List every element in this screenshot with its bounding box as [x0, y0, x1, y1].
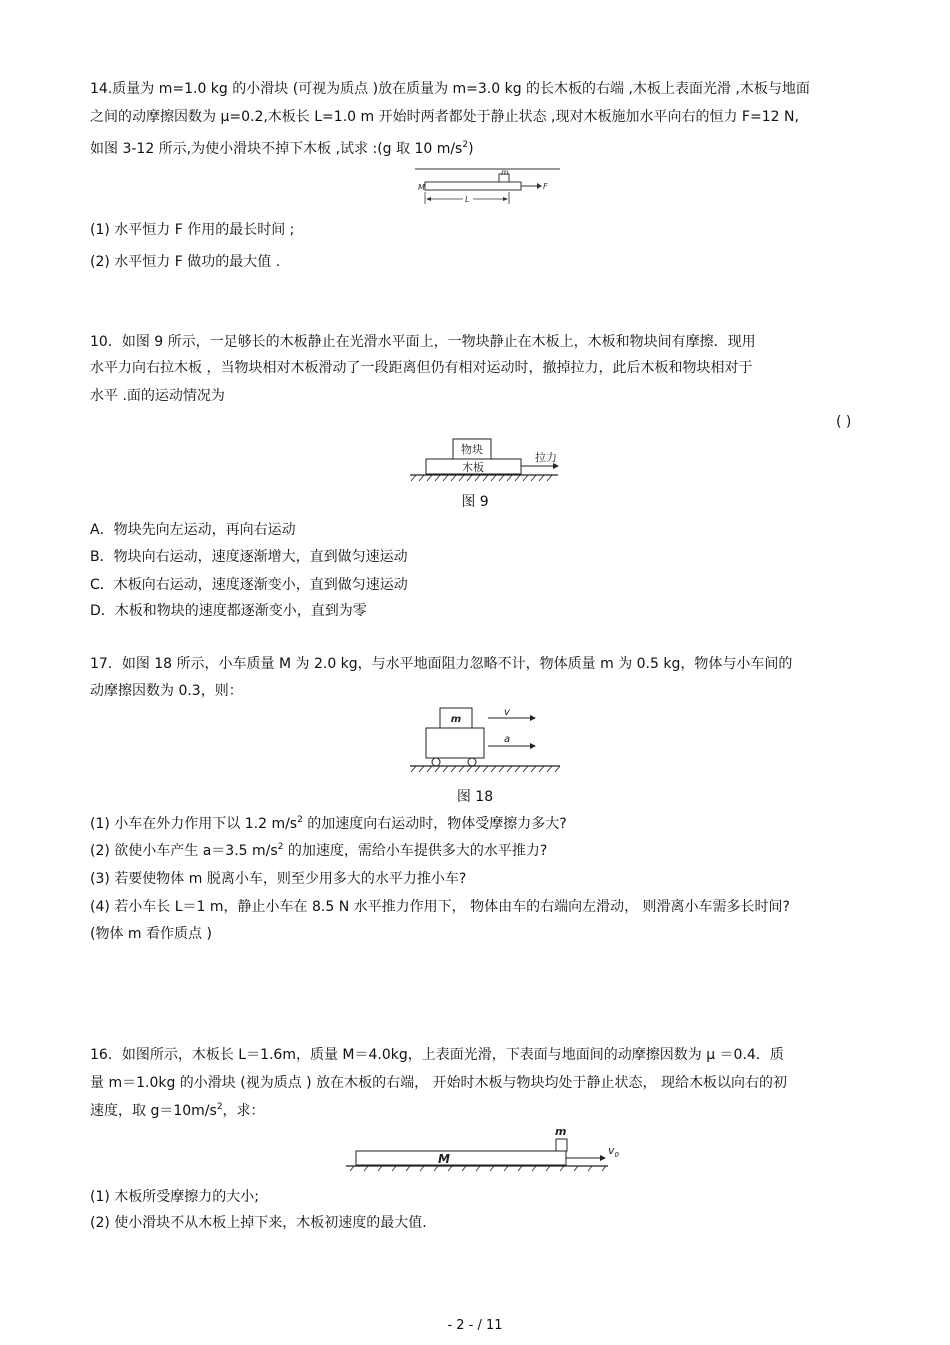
q14-line-2: 之间的动摩擦因数为 μ=0.2,木板长 L=1.0 m 开始时两者都处于静止状态 ,现对木板施加水平向右的恒力 F=12 N, — [90, 109, 799, 125]
q16-line-1: 16．如图所示，木板长 L＝1.6m，质量 M＝4.0kg，上表面光滑，下表面与地面间的动摩擦因数为 μ ＝0.4．质 — [90, 1047, 784, 1063]
q10-option-b: B．物块向右运动，速度逐渐增大，直到做匀速运动 — [90, 549, 408, 565]
q17-label-m: m — [450, 714, 462, 725]
q16-figure — [346, 1125, 626, 1175]
q17-line-1: 17．如图 18 所示，小车质量 M 为 2.0 kg，与水平地面阻力忽略不计，物体质量 m 为 0.5 kg，物体与小车间的 — [90, 656, 793, 672]
q14-line-1: 14.质量为 m=1.0 kg 的小滑块 (可视为质点 )放在质量为 m=3.0 kg 的长木板的右端 ,木板上表面光滑 ,木板与地面 — [90, 81, 810, 97]
q17-line-2: 动摩擦因数为 0.3，则： — [90, 683, 243, 699]
page-number: - 2 - / 11 — [447, 1318, 503, 1333]
q17-sub-3: (3) 若要使物体 m 脱离小车，则至少用多大的水平力推小车? — [90, 871, 467, 887]
q16-line-3: 速度，取 $g=10m/s^2$，求： — [90, 1102, 265, 1119]
q17-figure — [408, 704, 563, 776]
q17-caption: 图 18 — [456, 789, 494, 805]
q10-caption: 图 9 — [461, 494, 489, 510]
q17-wheel-right — [468, 758, 476, 766]
q14-board — [425, 182, 521, 190]
q10-option-c: C．木板向右运动，速度逐渐变小，直到做匀速运动 — [90, 577, 408, 593]
q17-sub-1: (1) 小车在外力作用下以 1.2 $m/s^2$ 的加速度向右运动时，物体受摩擦力多大? — [90, 815, 567, 832]
q10-line-3: 水平 .面的运动情况为 — [90, 388, 225, 404]
q10-block-label: 物块 — [461, 443, 483, 456]
q14-label-M: M — [418, 183, 425, 192]
q10-force-label: 拉力 — [535, 451, 557, 464]
q17-label-v: v — [504, 707, 510, 718]
q14-sub-1: (1) 水平恒力 F 作用的最长时间 ; — [90, 222, 295, 238]
q10-line-1: 10．如图 9 所示，一足够长的木板静止在光滑水平面上，一物块静止在木板上，木板和物块间有摩擦．现用 — [90, 334, 756, 350]
q16-board — [356, 1151, 566, 1165]
q17-sub-2: (2) 欲使小车产生 a＝3.5 $m/s^2$ 的加速度，需给小车提供多大的水平推力? — [90, 842, 548, 859]
q17-sub-4-note: (物体 m 看作质点 ) — [90, 926, 212, 942]
q16-sub-1: (1) 木板所受摩擦力的大小; — [90, 1189, 259, 1205]
q10-board-label: 木板 — [462, 461, 484, 474]
q10-option-a: A．物块先向左运动，再向右运动 — [90, 522, 296, 538]
q14-sub-2: (2) 水平恒力 F 做功的最大值 . — [90, 254, 281, 270]
q10-figure — [408, 437, 563, 482]
q14-line-3: 如图 3-12 所示,为使小滑块不掉下木板 ,试求 :(g 取 10 $m/s^2$) — [90, 140, 474, 157]
q16-label-M: M — [438, 1152, 450, 1166]
q10-line-2: 水平力向右拉木板 ，当物块相对木板滑动了一段距离但仍有相对运动时，撤掉拉力，此后木板和物块相对于 — [90, 360, 753, 376]
q16-sub-2: (2) 使小滑块不从木板上掉下来，木板初速度的最大值. — [90, 1215, 427, 1231]
q16-label-v0: $v_0$ — [608, 1144, 619, 1159]
q17-label-a: a — [504, 734, 511, 745]
q14-label-F: F — [543, 182, 548, 191]
q14-label-L: L — [465, 195, 470, 204]
q17-sub-4: (4) 若小车长 L＝1 m，静止小车在 8.5 N 水平推力作用下， 物体由车的右端向左滑动， 则滑离小车需多长时间? — [90, 899, 790, 915]
q17-cart — [426, 728, 484, 758]
q16-label-m: m — [555, 1125, 567, 1138]
q16-line-2: 量 m＝1.0kg 的小滑块 (视为质点 ) 放在木板的右端， 开始时木板与物块均处于静止状态， 现给木板以向右的初 — [90, 1075, 787, 1091]
q10-answer-blank: ( ) — [836, 414, 852, 430]
q10-option-d: D．木板和物块的速度都逐渐变小，直到为零 — [90, 603, 367, 619]
q16-block — [556, 1139, 567, 1151]
q14-figure — [415, 166, 560, 210]
q17-wheel-left — [432, 758, 440, 766]
q14-label-m: m — [501, 168, 509, 177]
